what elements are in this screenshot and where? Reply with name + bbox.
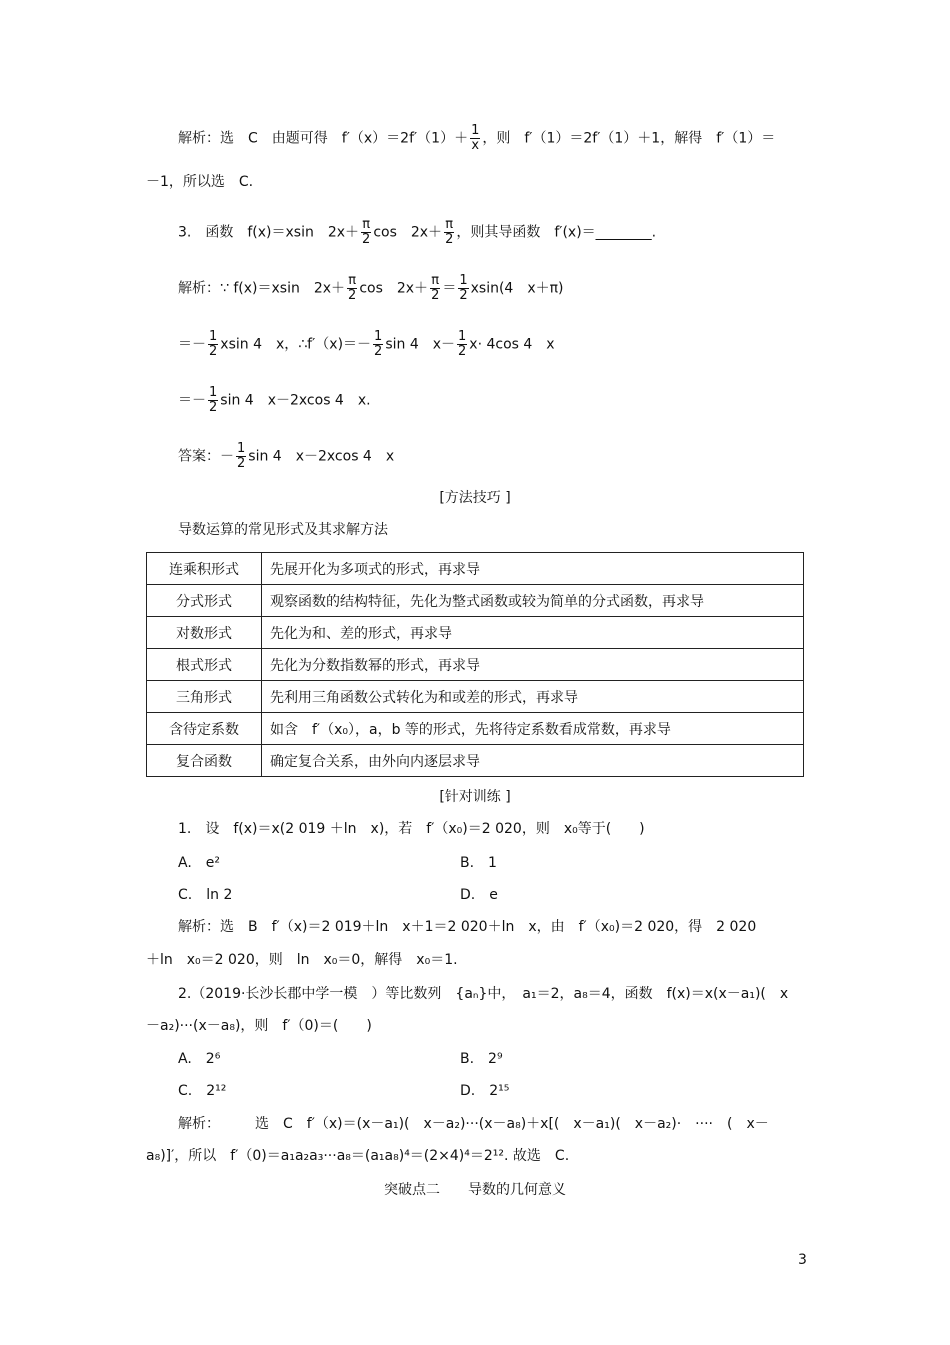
solution-line-1 [178, 124, 775, 153]
method-cell: 先化为和、差的形式，再求导 [262, 617, 804, 649]
table-row [147, 745, 804, 777]
numerator: 1 [209, 385, 218, 400]
form-cell: 连乘积形式 [147, 553, 262, 585]
problem-1-solution-line-1: 解析：选 B f′（x)＝2 019＋ln x＋1＝2 020＋ln x，由 f′（x₀)＝2 020，得 2 020 [178, 919, 757, 935]
text: x· 4cos 4 x [469, 336, 555, 353]
training-heading: [针对训练 ] [439, 789, 511, 805]
text: －1，所以选 C. [146, 174, 254, 190]
text: ，则其导函数 f′(x)＝________. [456, 224, 657, 241]
fraction-pi-over-2 [430, 274, 440, 303]
text: 解析：选 C 由题可得 f′（x）＝2f′（1）＋ [178, 130, 469, 147]
table-row [147, 553, 804, 585]
problem-1-option-c: C. ln 2 [178, 887, 233, 903]
method-cell: 先化为分数指数幂的形式，再求导 [262, 649, 804, 681]
problem-1: 1. 设 f(x)＝x(2 019 ＋ln x)，若 f′（x₀)＝2 020，则 x₀等于( ) [178, 821, 645, 837]
fraction-1-over-2 [236, 442, 246, 471]
page-number: 3 [798, 1252, 807, 1268]
fraction-1-over-2 [458, 274, 468, 303]
text: ＝ [442, 280, 457, 297]
table-row [147, 617, 804, 649]
text: cos 2x＋ [373, 224, 443, 241]
problem-2-line-1: 2.（2019·长沙长郡中学一模 ）等比数列 {aₙ}中， a₁＝2，a₈＝4，函数 f(x)＝x(x－a₁)( x [178, 986, 789, 1002]
table-row [147, 713, 804, 745]
denominator: 2 [445, 232, 454, 247]
form-cell: 三角形式 [147, 681, 262, 713]
problem-2-solution-line-1: 解析： 选 C f′（x)＝(x－a₁)( x－a₂)···(x－a₈)＋x[( x－a₁)( x－a₂)· ···· ( x－ [178, 1116, 769, 1132]
fraction-pi-over-2 [444, 218, 454, 247]
denominator: 2 [459, 288, 468, 303]
numerator: 1 [458, 329, 467, 344]
form-cell: 根式形式 [147, 649, 262, 681]
solution-3-line-3 [178, 386, 371, 415]
solution-3-line-2 [178, 330, 555, 359]
text: sin 4 x－2xcos 4 x [248, 448, 395, 465]
text: ＝－ [178, 336, 206, 353]
fraction-1-over-2 [208, 330, 218, 359]
method-cell: 确定复合关系，由外向内逐层求导 [262, 745, 804, 777]
table-row [147, 649, 804, 681]
text: cos 2x＋ [359, 280, 429, 297]
problem-1-option-a: A. e² [178, 855, 221, 871]
form-cell: 复合函数 [147, 745, 262, 777]
numerator: 1 [237, 441, 246, 456]
fraction-1-over-2 [208, 386, 218, 415]
method-cell: 观察函数的结构特征，先化为整式函数或较为简单的分式函数，再求导 [262, 585, 804, 617]
problem-1-solution-line-2: ＋ln x₀＝2 020，则 ln x₀＝0，解得 x₀＝1. [146, 952, 458, 968]
table-row [147, 585, 804, 617]
denominator: x [471, 138, 480, 153]
problem-2-solution-line-2: a₈)]′，所以 f′（0)＝a₁a₂a₃···a₈＝(a₁a₈)⁴＝(2×4)⁴＝2¹². 故选 C. [146, 1148, 570, 1164]
method-heading: [方法技巧 ] [439, 490, 511, 506]
table-row [147, 681, 804, 713]
numerator: π [431, 273, 440, 288]
numerator: 1 [459, 273, 468, 288]
numerator: 1 [374, 329, 383, 344]
problem-2-option-d: D. 2¹⁵ [460, 1083, 510, 1099]
numerator: π [445, 217, 454, 232]
problem-2-option-a: A. 2⁶ [178, 1051, 221, 1067]
problem-2-option-c: C. 2¹² [178, 1083, 227, 1099]
numerator: 1 [471, 123, 480, 138]
denominator: 2 [348, 288, 357, 303]
method-subheading: 导数运算的常见形式及其求解方法 [178, 522, 388, 538]
text: ，则 f′（1）＝2f′（1）＋1，解得 f′（1）＝ [482, 130, 776, 147]
denominator: 2 [374, 344, 383, 359]
text: 答案：－ [178, 448, 234, 465]
fraction-1-over-2 [373, 330, 383, 359]
derivative-forms-table [146, 552, 804, 777]
text: xsin(4 x＋π) [470, 280, 564, 297]
text: ＝－ [178, 392, 206, 409]
numerator: 1 [209, 329, 218, 344]
fraction-pi-over-2 [361, 218, 371, 247]
method-cell: 先利用三角函数公式转化为和或差的形式，再求导 [262, 681, 804, 713]
section-heading: 突破点二 导数的几何意义 [384, 1182, 566, 1198]
question-3 [178, 218, 656, 247]
solution-3-line-1 [178, 274, 564, 303]
text: sin 4 x－ [385, 336, 456, 353]
numerator: π [362, 217, 371, 232]
text: 3. 函数 f(x)＝xsin 2x＋ [178, 224, 360, 241]
fraction-pi-over-2 [347, 274, 357, 303]
form-cell: 对数形式 [147, 617, 262, 649]
method-cell: 如含 f′（x₀），a，b 等的形式，先将待定系数看成常数，再求导 [262, 713, 804, 745]
problem-2-option-b: B. 2⁹ [460, 1051, 503, 1067]
denominator: 2 [209, 400, 218, 415]
text: 解析：∵ f(x)＝xsin 2x＋ [178, 280, 346, 297]
fraction-1-over-x [470, 124, 480, 153]
denominator: 2 [458, 344, 467, 359]
form-cell: 含待定系数 [147, 713, 262, 745]
answer-3 [178, 442, 394, 471]
denominator: 2 [237, 456, 246, 471]
text: xsin 4 x，∴f′（x)＝－ [220, 336, 372, 353]
method-cell: 先展开化为多项式的形式，再求导 [262, 553, 804, 585]
form-cell: 分式形式 [147, 585, 262, 617]
text: sin 4 x－2xcos 4 x. [220, 392, 371, 409]
problem-1-option-b: B. 1 [460, 855, 497, 871]
problem-2-line-2: －a₂)···(x－a₈)，则 f′（0)＝( ) [146, 1018, 372, 1034]
denominator: 2 [209, 344, 218, 359]
denominator: 2 [362, 232, 371, 247]
solution-line-2 [146, 172, 253, 192]
problem-1-option-d: D. e [460, 887, 498, 903]
denominator: 2 [431, 288, 440, 303]
fraction-1-over-2 [457, 330, 467, 359]
numerator: π [348, 273, 357, 288]
